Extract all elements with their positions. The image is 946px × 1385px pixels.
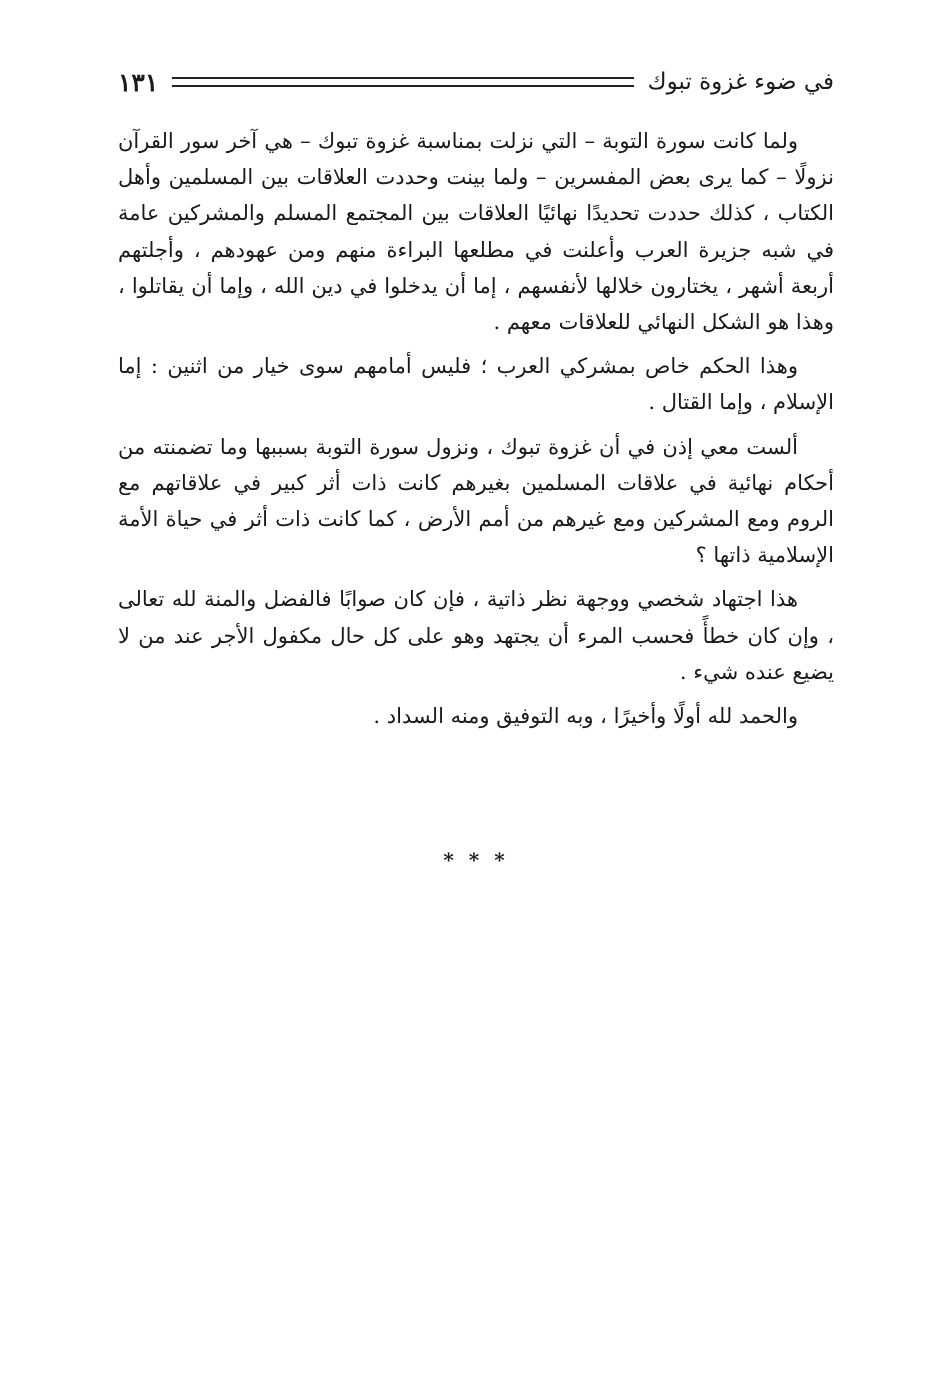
paragraph-2: وهذا الحكم خاص بمشركي العرب ؛ فليس أمامهم سوى خيار من اثنين : إما الإسلام ، وإما القتال . (118, 354, 834, 415)
section-separator: * * * (443, 848, 509, 872)
paragraph-5: والحمد لله أولًا وأخيرًا ، وبه التوفيق ومنه السداد . (373, 704, 798, 729)
running-header (118, 62, 834, 102)
paragraph-4: هذا اجتهاد شخصي ووجهة نظر ذاتية ، فإن كان صوابًا فالفضل والمنة لله تعالى ، وإن كان خطأً فحسب المرء أن يجتهد وهو على كل حال مكفول الأجر عند من لا يضيع عنده شيء . (118, 587, 834, 684)
page-number: ١٣١ (118, 67, 159, 97)
running-header-title: في ضوء غزوة تبوك (647, 69, 834, 95)
paragraph-3: ألست معي إذن في أن غزوة تبوك ، ونزول سورة التوبة بسببها وما تضمنته من أحكام نهائية في علاقات المسلمين بغيرهم كانت ذات أثر كبير في علاقاتهم مع الروم ومع المشركين ومع غيرهم من أمم الأرض ، كما كانت ذات أثر في حياة الأمة الإسلامية ذاتها ؟ (118, 434, 834, 568)
header-double-rule (172, 77, 633, 87)
body-text (118, 123, 834, 742)
paragraph-1: ولما كانت سورة التوبة – التي نزلت بمناسبة غزوة تبوك – هي آخر سور القرآن نزولًا – كما يرى بعض المفسرين – ولما بينت وحددت العلاقات بين المسلمين وأهل الكتاب ، كذلك حددت تحديدًا نهائيًا العلاقات بين المجتمع المسلم والمشركين عامة في شبه جزيرة العرب وأعلنت في مطلعها البراءة منهم ومن عهودهم ، وأجلتهم أربعة أشهر ، يختارون خلالها لأنفسهم ، إما أن يدخلوا في دين الله ، وإما أن يقاتلوا ، وهذا هو الشكل النهائي للعلاقات معهم . (118, 129, 834, 335)
